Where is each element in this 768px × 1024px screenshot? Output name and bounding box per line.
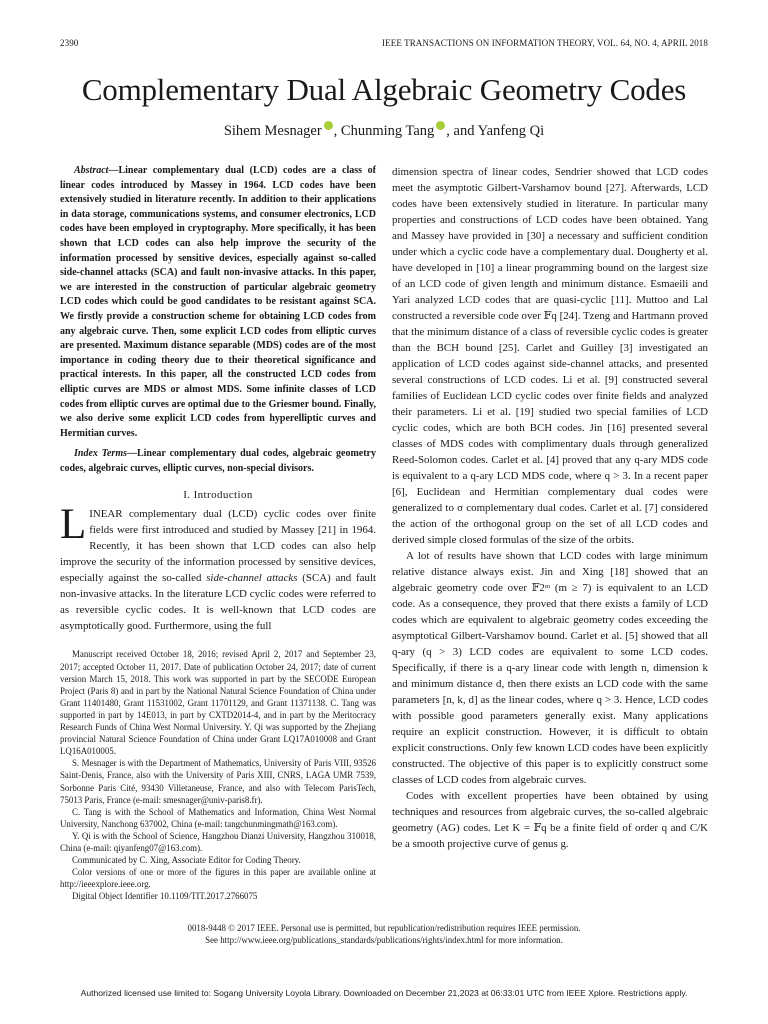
orcid-icon[interactable]	[324, 121, 333, 130]
rights-line: See http://www.ieee.org/publications_standards/publications/rights/index.html for more information.	[205, 935, 563, 945]
index-terms	[60, 447, 376, 476]
left-column	[60, 164, 376, 902]
footnote: Y. Qi is with the School of Science, Hangzhou Dianzi University, Hangzhou 310018, China (e-mail: qiyanfeng07@163.com).	[60, 830, 376, 853]
page-number: 2390	[60, 38, 79, 48]
author-mesnager: Sihem Mesnager	[223, 123, 322, 139]
author-list	[0, 121, 768, 140]
abstract	[60, 164, 376, 441]
drop-cap: L	[60, 501, 87, 549]
footnote: Digital Object Identifier 10.1109/TIT.2017.2766075	[72, 891, 258, 902]
footnote: Communicated by C. Xing, Associate Editor for Coding Theory.	[72, 855, 301, 866]
intro-paragraph	[60, 501, 376, 634]
section-heading: I. Introduction	[183, 489, 253, 502]
paper-title: Complementary Dual Algebraic Geometry Codes	[81, 72, 687, 107]
download-notice: Authorized licensed use limited to: Sogang University Loyola Library. Downloaded on December 21,2023 at 06:33:01 UTC from IEEE Xplore. Restrictions apply.	[80, 988, 688, 998]
abstract-text: —Linear complementary dual (LCD) codes are a class of linear codes introduced by Massey in 1964. LCD codes have been extensively studied in literature recently. In addition to their applications in data storage, communications systems, and consumer electronics, LCD codes have been employed in cryptography. More specifically, it has been shown that LCD codes can also help improve the security of the information processed by sensitive devices, especially against so-called side-channel attacks (SCA) and fault non-invasive attacks. In this paper, we are interested in the construction of particular algebraic geometry LCD codes which could be good candidates to be resistant against SCA. We firstly provide a construction scheme for obtaining LCD codes from any algebraic curve. Then, some explicit LCD codes from elliptic curves are presented. Maximum distance separable (MDS) codes are of the most importance in coding theory due to their theoretical significance and practical interests. In this paper, all the constructed LCD codes from elliptic curves are MDS or almost MDS. Some infinite classes of LCD codes from elliptic curves are optimal due to the Griesmer bound. Finally, we also derive some explicit LCD codes from hyperelliptic curves and Hermitian curves.	[60, 165, 376, 439]
copyright-line: 0018-9448 © 2017 IEEE. Personal use is permitted, but republication/redistribution requires IEEE permission.	[187, 923, 581, 933]
intro-first-word: INEAR	[89, 508, 123, 521]
right-column	[392, 164, 708, 852]
journal-header: IEEE TRANSACTIONS ON INFORMATION THEORY, VOL. 64, NO. 4, APRIL 2018	[382, 38, 708, 48]
footnote: Color versions of one or more of the figures in this paper are available online at http://ieeexplore.ieee.org.	[60, 867, 376, 890]
index-terms-text: —Linear complementary dual codes, algebraic geometry codes, algebraic curves, elliptic curves, non-special divisors.	[60, 448, 376, 474]
intro-emphasis: side-channel attacks	[206, 572, 298, 585]
author-qi: , and Yanfeng Qi	[446, 123, 545, 139]
footnote: C. Tang is with the School of Mathematics and Information, China West Normal University, Nanchong 637002, China (e-mail: tangchunmingmath@163.com).	[60, 806, 376, 829]
abstract-label: Abstract	[74, 165, 109, 176]
footnote: S. Mesnager is with the Department of Mathematics, University of Paris VIII, 93526 Saint-Denis, France, also with the University of Paris XIII, CNRS, LAGA UMR 7539, Sorbonne Paris Cité, 93430 Villetaneuse, France, and also with Telecom ParisTech, 75013 Paris, France (e-mail: smesnager@univ-paris8.fr).	[60, 758, 376, 805]
body-paragraph: Codes with excellent properties have been obtained by using techniques and resources from algebraic curves, the so-called algebraic geometry (AG) codes. Let K = 𝔽q be a finite field of order q and C/K be a smooth projective curve of genus g.	[392, 790, 708, 850]
copyright-notice	[60, 922, 708, 946]
intro-text-a: complementary dual (LCD) cyclic codes over finite fields were first introduced and studied by Massey [21] in 1964. Recently, it has been shown that LCD codes can also help improve the security of the information processed by sensitive devices, especially against the so-called	[60, 508, 376, 585]
intro-text-b: (SCA) and fault non-invasive attacks. In the literature LCD cyclic codes were referred to as reversible cyclic codes. It is well-known that LCD codes are asymptotically good. Furthermore, using the full	[60, 572, 376, 633]
orcid-icon[interactable]	[436, 121, 445, 130]
body-paragraph: dimension spectra of linear codes, Sendrier showed that LCD codes meet the asymptotic Gilbert-Varshamov bound [27]. Afterwards, LCD codes have been extensively studied in literature. In particular many properties and constructions of LCD codes have been obtained. Yang and Massey have provided in [30] a necessary and sufficient condition under which a cyclic code have a complementary dual. Dougherty et al. have developed in [10] a linear programming bound on the largest size of an LCD code of given length and minimum distance. Esmaeili and Yari analyzed LCD codes that are quasi-cyclic [11]. Muttoo and Lal constructed a reversible code over 𝔽q [24]. Tzeng and Hartmann proved that the minimum distance of a class of reversible cyclic codes is greater than the BCH bound [25]. Carlet and Guilley [3] investigated an application of LCD codes against side-channel attacks, and presented several constructions of LCD codes. Li et al. [9] constructed several families of Euclidean LCD cyclic codes over finite fields and analyzed their parameters. Li et al. [19] studied two special families of LCD cyclic codes, which are both BCH codes. Jin [16] presented several classes of MDS codes with complimentary duals through generalized Reed-Solomon codes. Carlet et al. [4] proved that any q-ary MDS code is equivalent to a q-ary LCD MDS code, where q > 3. In a recent paper [6], Euclidean and Hermitian complementary dual codes were generalized to σ complementary dual codes. Carlet et al. [7] considered the action of the orthogonal group on the set of all LCD codes and derived simple closed formulas of the size of the orbits.	[392, 166, 708, 546]
footnote: Manuscript received October 18, 2016; revised April 2, 2017 and September 23, 2017; accepted October 11, 2017. Date of publication October 24, 2017; date of current version March 15, 2018. This work was supported in part by the SECODE European Project (Paris 8) and in part by the National Natural Science Foundation of China under Grant 11401480, Grant 11531002, Grant 11701129, and Grant 11371138. C. Tang was supported in part by 14E013, in part by CXTD2014-4, and in part by the Meritocracy Research Funds of China West Normal University. Y. Qi was supported by the Zhejiang provincial Natural Science Foundation of China under Grant LQ17A010008 and Grant LQ16A010005.	[60, 649, 376, 757]
body-paragraph: A lot of results have shown that LCD codes with large minimum relative distance always exist. Jin and Xing [18] showed that an algebraic geometry code over 𝔽2ᵐ (m ≥ 7) is equivalent to an LCD code. As a consequence, they proved that there exists a family of LCD codes which are equivalent to algebraic geometry codes exceeding the asymptotical Gilbert-Varshamov bound. Carlet et al. [5] showed that all q-ary (q > 3) LCD codes are equivalent to some LCD codes. Specifically, if there is a q-ary linear code with length n, dimension k and minimum distance d, then there exists an LCD code with the same parameters [n, k, d] as the linear codes, where q > 3. Hence, LCD codes with possible good parameters generally exist. Many applications require an explicit construction. However, it is difficult to obtain explicit constructions. Only few known LCD codes have been explicitly constructed. The objective of this paper is to explicitly construct some classes of LCD codes from algebraic curves.	[392, 550, 708, 786]
footnotes	[60, 648, 376, 902]
index-terms-label: Index Terms	[74, 448, 127, 460]
author-tang: , Chunming Tang	[333, 123, 435, 139]
